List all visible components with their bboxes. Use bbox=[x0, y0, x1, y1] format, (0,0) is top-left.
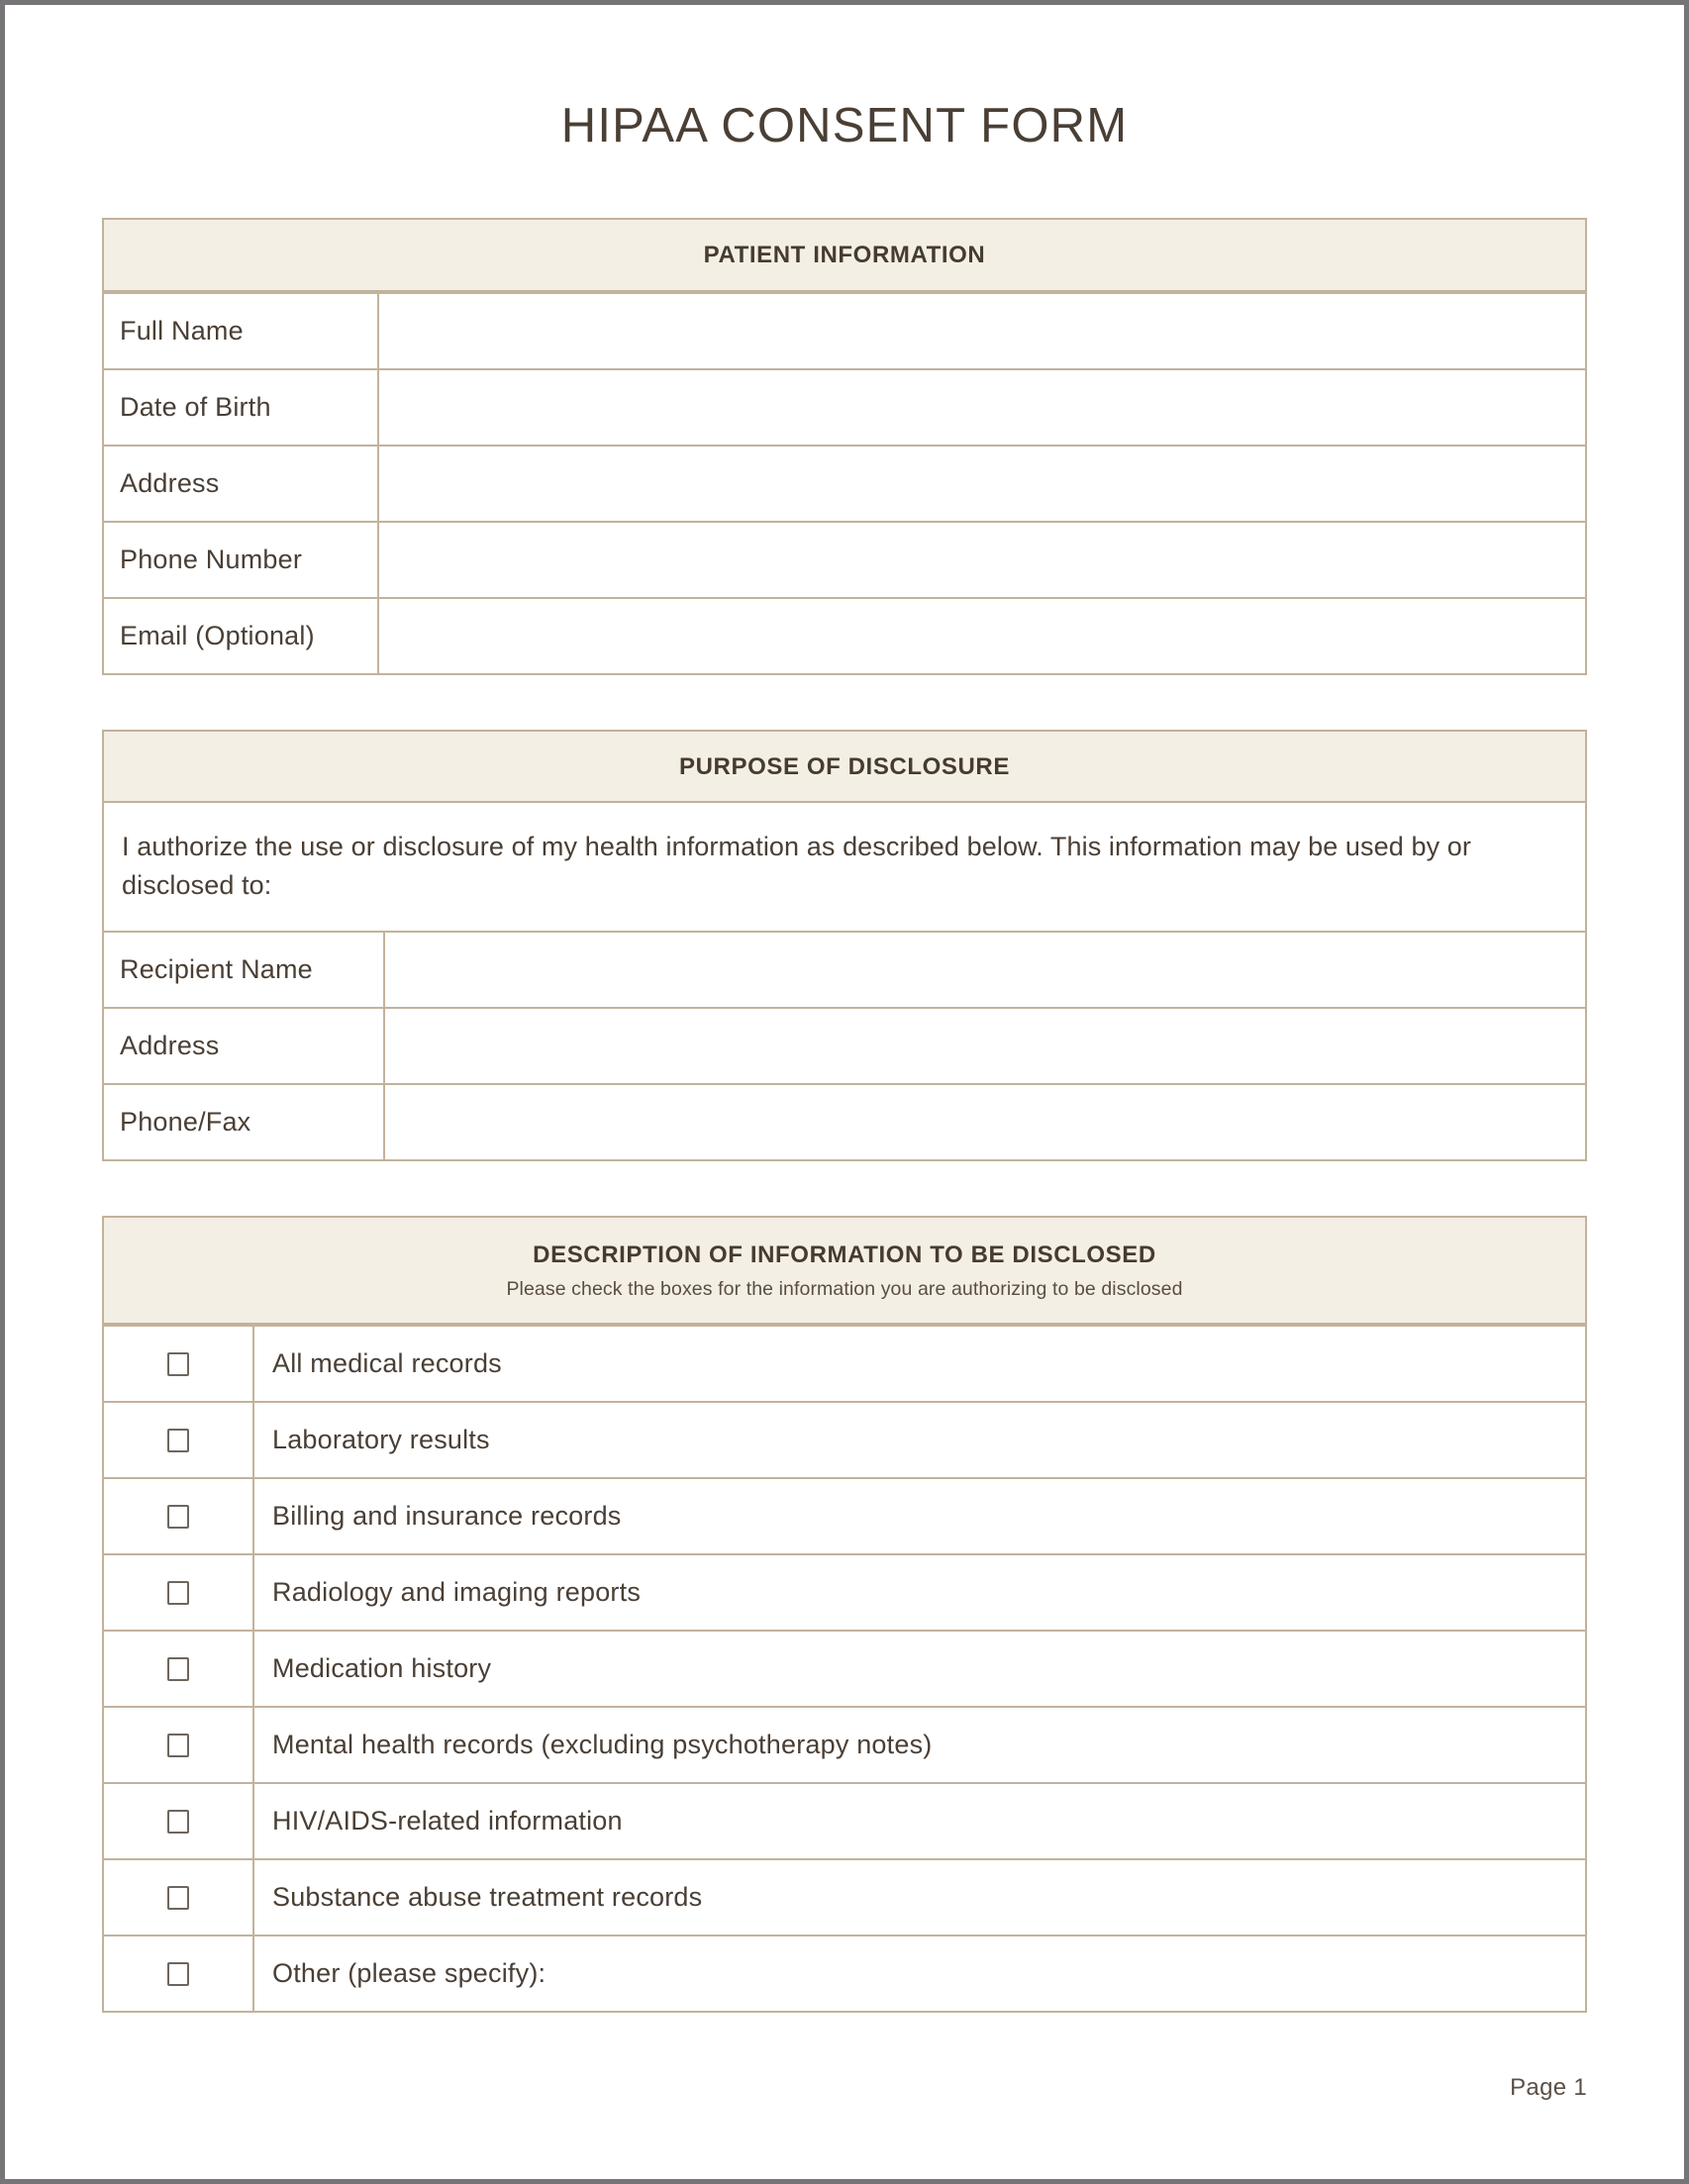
table-row bbox=[104, 445, 1585, 521]
table-row bbox=[104, 1007, 1585, 1083]
checkbox-cell[interactable] bbox=[104, 1784, 254, 1858]
section-patient-information bbox=[102, 218, 1587, 675]
section-title-purpose-of-disclosure: PURPOSE OF DISCLOSURE bbox=[679, 752, 1010, 780]
list-item[interactable] bbox=[104, 1706, 1585, 1782]
checkbox-icon-billing-and-insurance-records[interactable] bbox=[167, 1505, 189, 1529]
field-label-email: Email (Optional) bbox=[104, 599, 379, 673]
checkbox-label-mental-health-records: Mental health records (excluding psychotherapy notes) bbox=[272, 1730, 933, 1760]
section-title-patient-information: PATIENT INFORMATION bbox=[703, 242, 986, 268]
checkbox-cell[interactable] bbox=[104, 1708, 254, 1782]
field-label-recipient-name: Recipient Name bbox=[104, 933, 385, 1007]
section-title-description-of-information: DESCRIPTION OF INFORMATION TO BE DISCLOSED bbox=[533, 1241, 1156, 1269]
checkbox-icon-radiology-and-imaging-reports[interactable] bbox=[167, 1581, 189, 1605]
checkbox-label-substance-abuse-treatment-records: Substance abuse treatment records bbox=[272, 1882, 703, 1913]
table-row bbox=[104, 931, 1585, 1007]
checkbox-cell[interactable] bbox=[104, 1479, 254, 1553]
checkbox-cell[interactable] bbox=[104, 1936, 254, 2011]
list-item[interactable] bbox=[104, 1401, 1585, 1477]
checkbox-cell[interactable] bbox=[104, 1327, 254, 1401]
checkbox-icon-mental-health-records[interactable] bbox=[167, 1734, 189, 1757]
checkbox-icon-all-medical-records[interactable] bbox=[167, 1352, 189, 1376]
table-row bbox=[104, 597, 1585, 673]
checkbox-icon-other[interactable] bbox=[167, 1962, 189, 1986]
section-description-of-information bbox=[102, 1216, 1587, 2013]
list-item[interactable] bbox=[104, 1782, 1585, 1858]
field-label-phone-number: Phone Number bbox=[104, 523, 379, 597]
table-row bbox=[104, 1083, 1585, 1159]
list-item[interactable] bbox=[104, 1477, 1585, 1553]
field-input-phone-number[interactable] bbox=[379, 523, 1585, 597]
page-footer: Page 1 bbox=[1510, 2074, 1587, 2101]
checkbox-label-billing-and-insurance-records: Billing and insurance records bbox=[272, 1501, 622, 1532]
field-input-recipient-address[interactable] bbox=[385, 1009, 1585, 1083]
field-input-email[interactable] bbox=[379, 599, 1585, 673]
section-header-description-of-information bbox=[104, 1218, 1585, 1325]
table-row bbox=[104, 368, 1585, 445]
checkbox-icon-substance-abuse-treatment-records[interactable] bbox=[167, 1886, 189, 1910]
checkbox-label-laboratory-results: Laboratory results bbox=[272, 1425, 490, 1455]
list-item[interactable] bbox=[104, 1935, 1585, 2011]
list-item[interactable] bbox=[104, 1858, 1585, 1935]
list-item[interactable] bbox=[104, 1553, 1585, 1630]
field-input-date-of-birth[interactable] bbox=[379, 370, 1585, 445]
checkbox-label-all-medical-records: All medical records bbox=[272, 1348, 502, 1379]
section-header-patient-information bbox=[104, 220, 1585, 292]
checkbox-cell[interactable] bbox=[104, 1555, 254, 1630]
page-content bbox=[5, 5, 1684, 2179]
checkbox-cell[interactable] bbox=[104, 1403, 254, 1477]
checkbox-icon-laboratory-results[interactable] bbox=[167, 1429, 189, 1452]
section-header-purpose-of-disclosure bbox=[104, 732, 1585, 804]
field-label-date-of-birth: Date of Birth bbox=[104, 370, 379, 445]
checkbox-label-other: Other (please specify): bbox=[272, 1958, 546, 1989]
field-label-recipient-phone-fax: Phone/Fax bbox=[104, 1085, 385, 1159]
checkbox-label-radiology-and-imaging-reports: Radiology and imaging reports bbox=[272, 1577, 642, 1608]
list-item[interactable] bbox=[104, 1630, 1585, 1706]
table-row bbox=[104, 292, 1585, 368]
list-item[interactable] bbox=[104, 1325, 1585, 1401]
checkbox-label-hiv-aids-related-information: HIV/AIDS-related information bbox=[272, 1806, 623, 1837]
checkbox-icon-medication-history[interactable] bbox=[167, 1657, 189, 1681]
field-label-address: Address bbox=[104, 447, 379, 521]
page-title: HIPAA CONSENT FORM bbox=[560, 99, 1129, 152]
field-input-recipient-phone-fax[interactable] bbox=[385, 1085, 1585, 1159]
field-label-full-name: Full Name bbox=[104, 294, 379, 368]
field-input-full-name[interactable] bbox=[379, 294, 1585, 368]
field-input-address[interactable] bbox=[379, 447, 1585, 521]
checkbox-cell[interactable] bbox=[104, 1632, 254, 1706]
authorization-statement: I authorize the use or disclosure of my health information as described below. This information may be used by or disclosed to: bbox=[122, 832, 1471, 901]
section-purpose-of-disclosure bbox=[102, 730, 1587, 1162]
checkbox-label-medication-history: Medication history bbox=[272, 1653, 492, 1684]
section-subtitle-description-of-information: Please check the boxes for the information you are authorizing to be disclosed bbox=[506, 1278, 1183, 1301]
checkbox-icon-hiv-aids-related-information[interactable] bbox=[167, 1810, 189, 1834]
table-row bbox=[104, 521, 1585, 597]
field-label-recipient-address: Address bbox=[104, 1009, 385, 1083]
field-input-recipient-name[interactable] bbox=[385, 933, 1585, 1007]
checkbox-cell[interactable] bbox=[104, 1860, 254, 1935]
